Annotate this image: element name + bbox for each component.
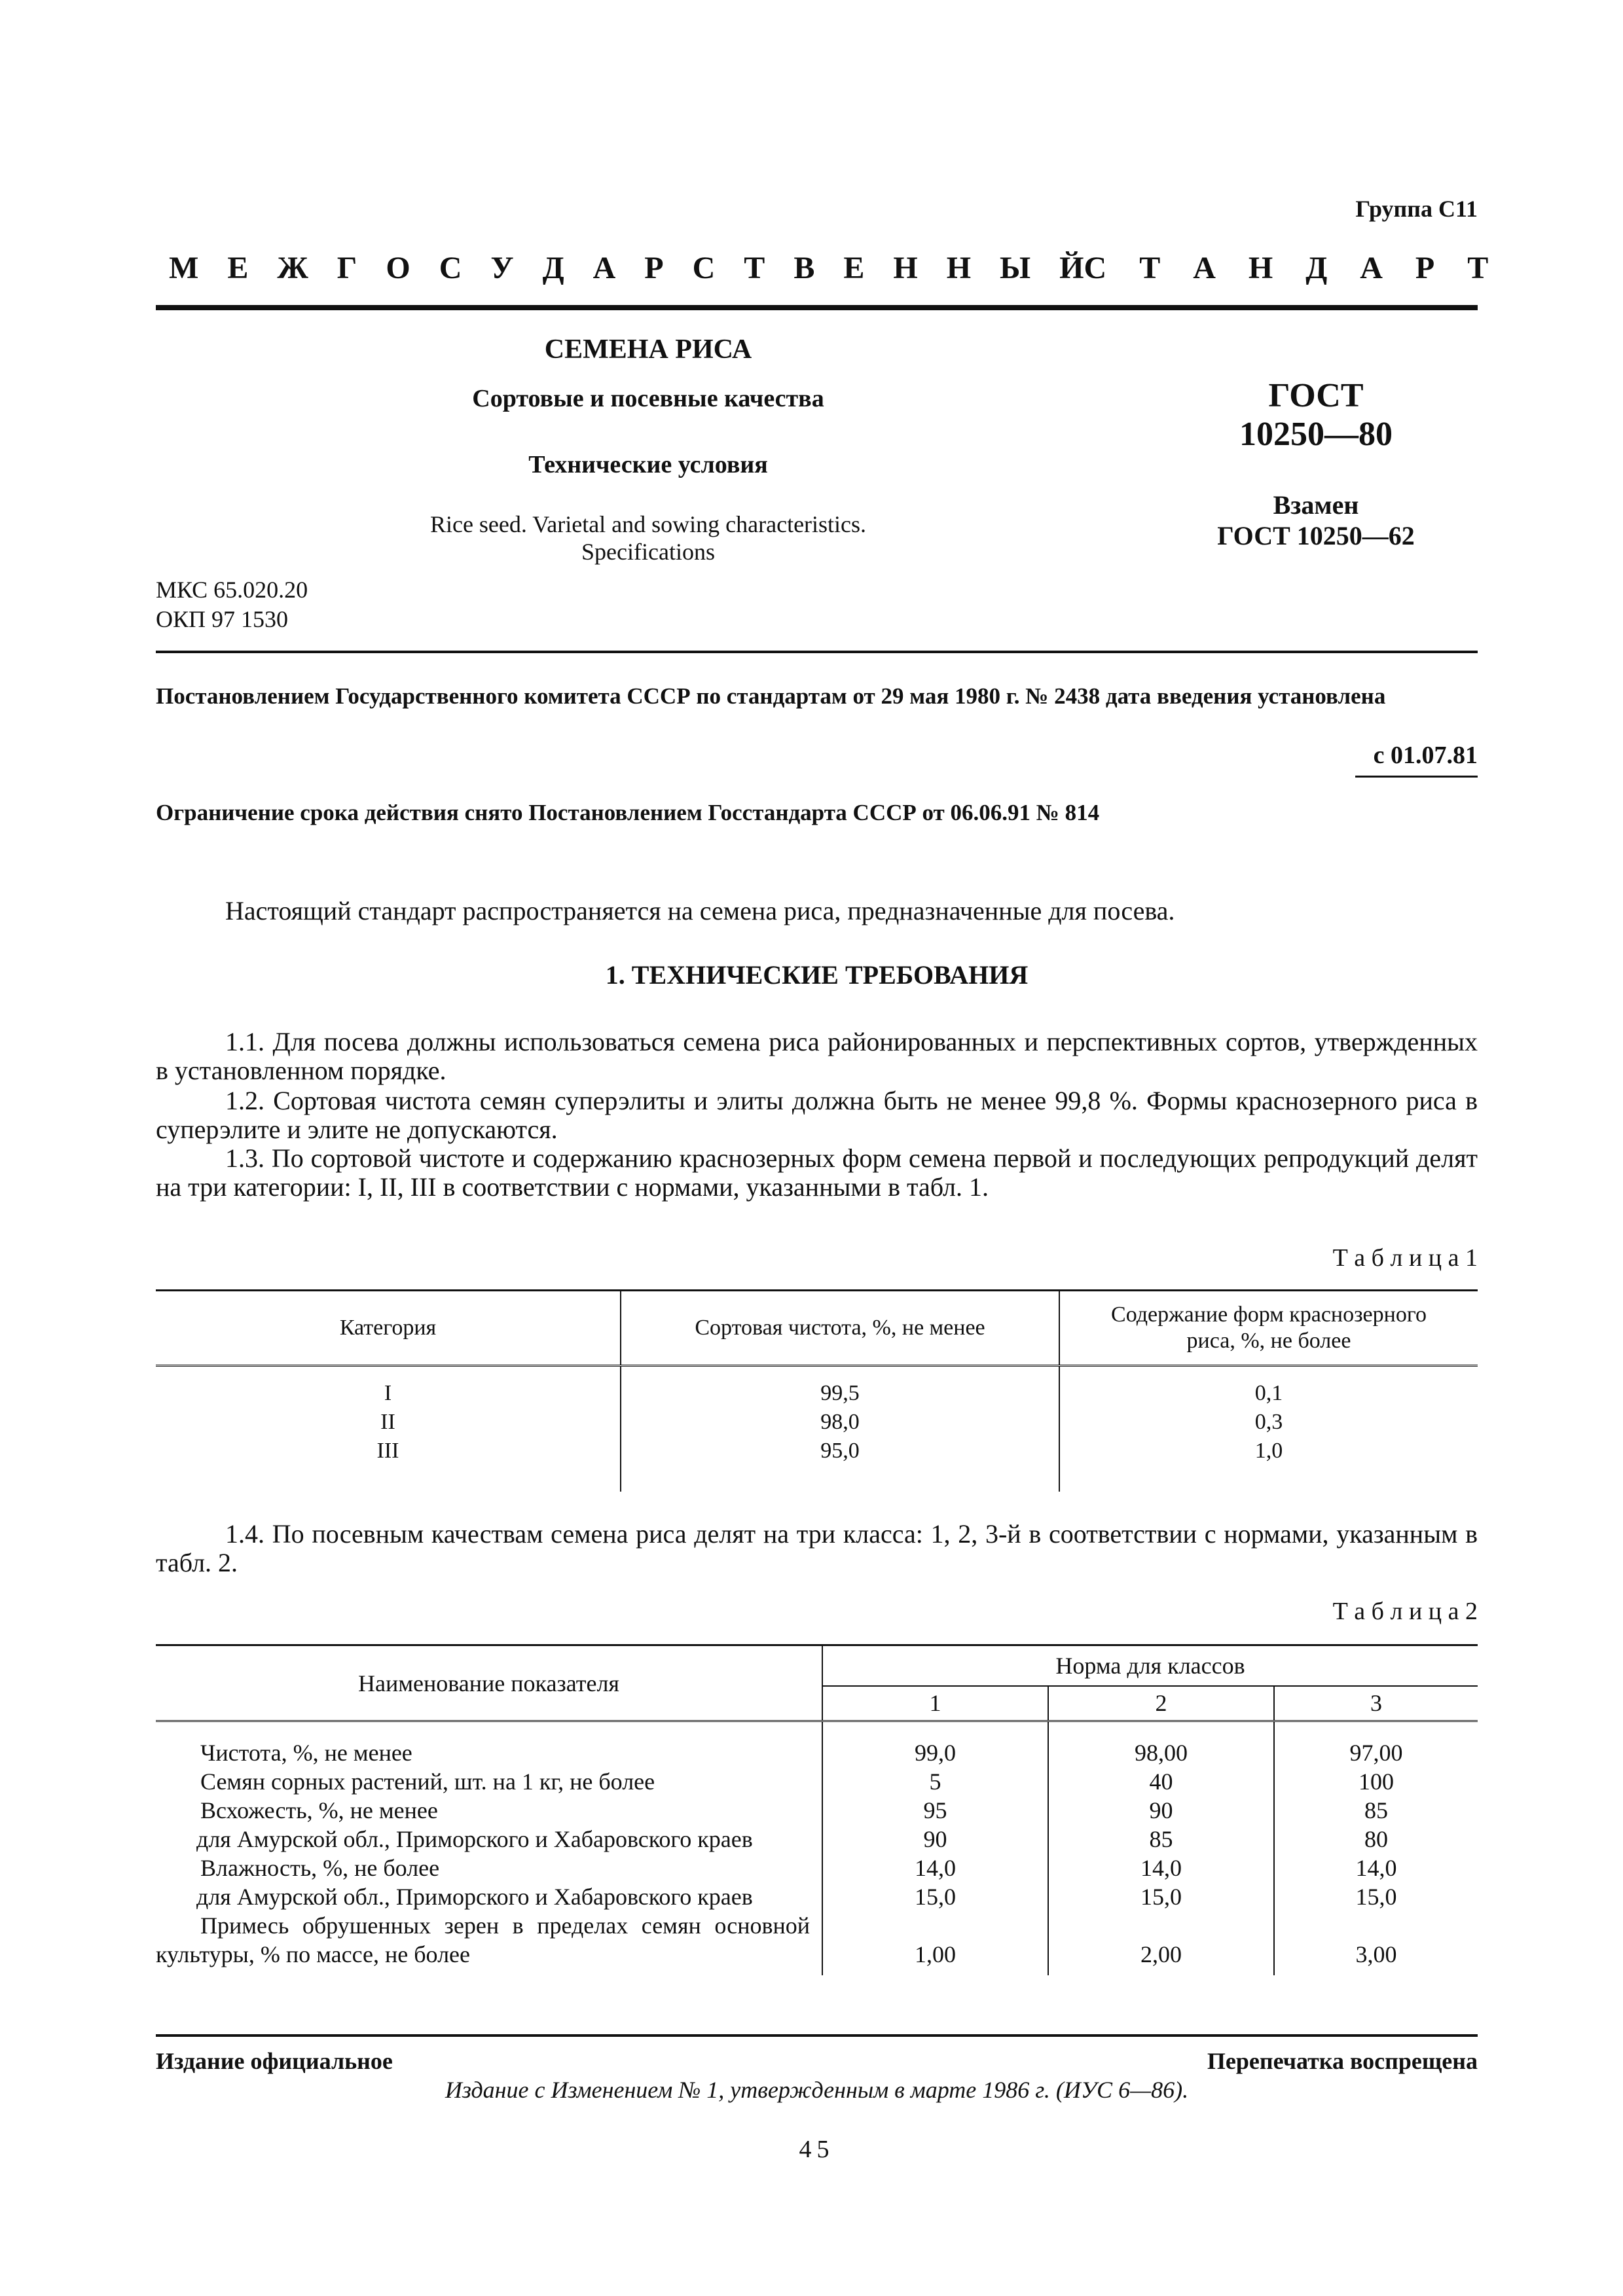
class-1-value: 99,0: [822, 1738, 1048, 1767]
footer-official: Издание официальное: [156, 2048, 393, 2074]
class-3-value: 100: [1359, 1768, 1394, 1795]
class-3-value: 15,0: [1355, 1883, 1397, 1910]
footer-reprint: Перепечатка воспрещена: [1207, 2048, 1478, 2074]
indicator-name: Всхожесть, %, не менее: [156, 1796, 822, 1825]
table-row: [156, 1796, 1478, 1825]
footer-edition-note: Издание с Изменением № 1, утвержденным в марте 1986 г. (ИУС 6—86).: [445, 2077, 1189, 2103]
doc-title: СЕМЕНА РИСА: [544, 334, 752, 365]
table-row: II 98,0 0,3: [156, 1408, 1478, 1437]
mks-code: МКС 65.020.20: [156, 577, 308, 603]
class-1-value: 15,0: [822, 1882, 1048, 1911]
table-2: [156, 1644, 1478, 1975]
table-2-caption: Т а б л и ц а 2: [1332, 1598, 1478, 1625]
t2-header-class-2: 2: [1048, 1686, 1274, 1721]
class-2-value: 40: [1048, 1767, 1274, 1796]
gost-number: 10250—80: [1239, 416, 1393, 453]
class-1-value: 14,0: [822, 1854, 1048, 1882]
table-row: I 99,5 0,1: [156, 1379, 1478, 1408]
class-3-value: 80: [1364, 1825, 1388, 1852]
decree-text: Постановлением Государственного комитета СССР по стандартам от 29 мая 1980 г. № 2438 дата введения установлена: [156, 683, 1386, 709]
indicator-name: для Амурской обл., Приморского и Хабаровского краев: [156, 1882, 822, 1911]
group-label: Группа С11: [1355, 196, 1478, 222]
table-row: [156, 1738, 1478, 1767]
indicator-name: Чистота, %, не менее: [156, 1738, 822, 1767]
header-rule: [156, 305, 1478, 310]
t2-header-name: Наименование показателя: [156, 1645, 822, 1721]
class-2-value: 15,0: [1048, 1882, 1274, 1911]
table-row: [156, 1825, 1478, 1854]
page-number: 45: [799, 2136, 835, 2163]
standard-banner: [169, 250, 1489, 286]
class-2-value: 2,00: [1048, 1911, 1274, 1969]
okp-code: ОКП 97 1530: [156, 606, 289, 632]
t1-header-purity: Сортовая чистота, %, не менее: [621, 1291, 1059, 1366]
doc-subtitle-1: Сортовые и посевные качества: [472, 385, 824, 412]
class-2-value: 85: [1048, 1825, 1274, 1854]
paragraph-1-2: 1.2. Сортовая чистота семян суперэлиты и элиты должна быть не менее 99,8 %. Формы краснозерного риса в суперэлите и элите не допускаются.: [156, 1086, 1478, 1144]
footer-rule: [156, 2034, 1478, 2037]
class-3-value: 3,00: [1355, 1941, 1397, 1967]
table-row: III 95,0 1,0: [156, 1437, 1478, 1465]
class-3-value: 97,00: [1349, 1739, 1403, 1766]
class-2-value: 14,0: [1048, 1854, 1274, 1882]
t2-header-class-3: 3: [1370, 1690, 1382, 1717]
indicator-name: Примесь обрушенных зерен в пределах семян основной культуры, % по массе, не более: [156, 1911, 822, 1969]
doc-title-english-1: Rice seed. Varietal and sowing characteristics.: [429, 511, 867, 537]
class-3-value: 14,0: [1355, 1854, 1397, 1881]
class-2-value: 98,00: [1048, 1738, 1274, 1767]
banner-word-2: С Т А Н Д А Р Т: [1084, 251, 1489, 285]
t2-header-norm: Норма для классов: [822, 1645, 1478, 1686]
indicator-name: Семян сорных растений, шт. на 1 кг, не более: [156, 1767, 822, 1796]
t1-header-category: Категория: [156, 1291, 621, 1366]
banner-word-1: М Е Ж Г О С У Д А Р С Т В Е Н Н Ы Й: [169, 251, 1084, 285]
limit-removed-text: Ограничение срока действия снято Постановлением Госстандарта СССР от 06.06.91 № 814: [156, 800, 1100, 825]
replaces-label: Взамен: [1273, 490, 1359, 520]
class-3-value: 85: [1364, 1797, 1388, 1823]
doc-subtitle-2: Технические условия: [528, 451, 768, 478]
replaces-gost: ГОСТ 10250—62: [1217, 521, 1415, 550]
table-1-caption: Т а б л и ц а 1: [1332, 1244, 1478, 1272]
paragraph-1-4: 1.4. По посевным качествам семена риса делят на три класса: 1, 2, 3-й в соответствии с нормами, указанным в табл. 2.: [156, 1519, 1478, 1577]
table-row: [156, 1911, 1478, 1969]
title-rule: [156, 651, 1478, 653]
table-row: [156, 1767, 1478, 1796]
table-row: [156, 1854, 1478, 1882]
doc-title-english-2: Specifications: [581, 539, 715, 565]
class-2-value: 90: [1048, 1796, 1274, 1825]
t2-header-class-1: 1: [822, 1686, 1048, 1721]
intro-text: Настоящий стандарт распространяется на семена риса, предназначенные для посева.: [225, 896, 1175, 925]
t1-header-red-grain: Содержание форм краснозерного риса, %, не более: [1111, 1302, 1427, 1353]
class-1-value: 1,00: [822, 1911, 1048, 1969]
class-1-value: 95: [822, 1796, 1048, 1825]
table-row: [156, 1882, 1478, 1911]
paragraph-1-3: 1.3. По сортовой чистоте и содержанию краснозерных форм семена первой и последующих репродукций делят на три категории: I, II, III в соответствии с нормами, указанными в табл. 1.: [156, 1143, 1478, 1202]
gost-label: ГОСТ: [1268, 377, 1364, 414]
date-underline: [1355, 776, 1478, 778]
indicator-name: для Амурской обл., Приморского и Хабаровского краев: [156, 1825, 822, 1854]
class-1-value: 5: [822, 1767, 1048, 1796]
class-1-value: 90: [822, 1825, 1048, 1854]
table-1: [156, 1289, 1478, 1492]
paragraph-1-1: 1.1. Для посева должны использоваться семена риса районированных и перспективных сортов, утвержденных в установленном порядке.: [156, 1027, 1478, 1085]
indicator-name: Влажность, %, не более: [156, 1854, 822, 1882]
section-heading: 1. ТЕХНИЧЕСКИЕ ТРЕБОВАНИЯ: [605, 960, 1029, 990]
effective-date: с 01.07.81: [1373, 742, 1478, 769]
